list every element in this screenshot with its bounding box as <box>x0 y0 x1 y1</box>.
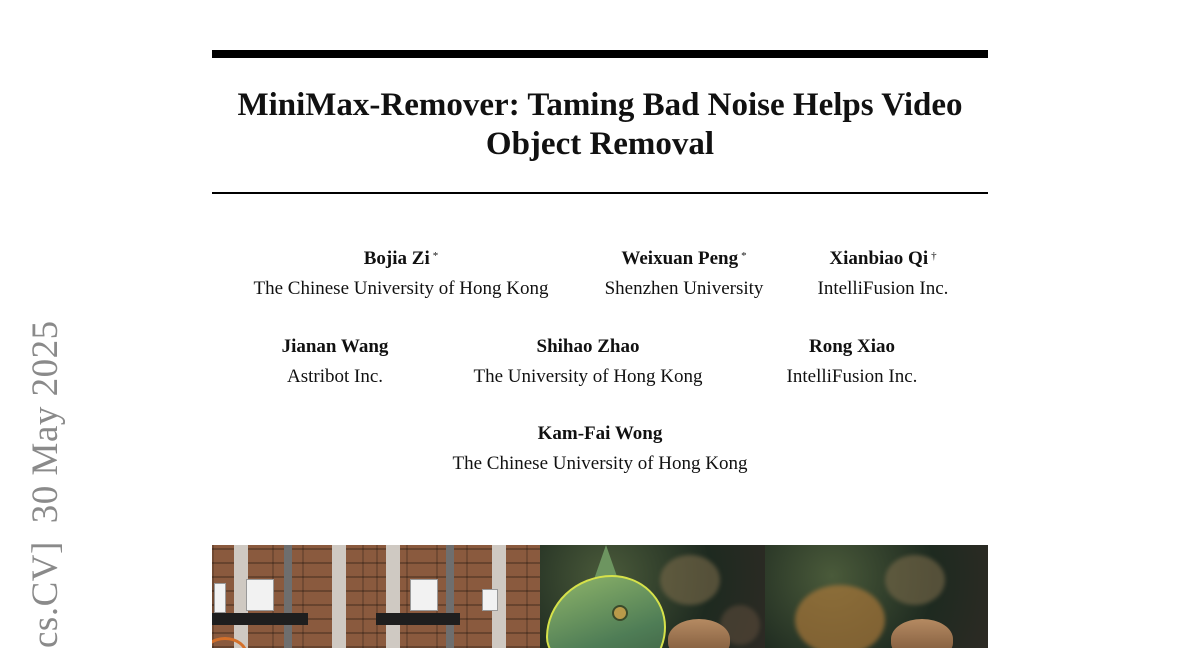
title-line-1: MiniMax-Remover: Taming Bad Noise Helps Video <box>237 87 963 123</box>
author-affiliation: IntelliFusion Inc. <box>817 278 949 299</box>
author-mark: * <box>432 250 439 262</box>
author-affiliation: Astribot Inc. <box>286 366 384 387</box>
author-name: Kam-Fai Wong <box>537 423 663 444</box>
figure-panel-result <box>376 545 540 648</box>
author-block <box>282 336 389 388</box>
author-affiliation: The University of Hong Kong <box>473 366 703 387</box>
author-affiliation: The Chinese University of Hong Kong <box>452 453 748 474</box>
arxiv-category: cs.CV] <box>25 541 66 648</box>
figure-panel-input <box>212 545 376 648</box>
author-block <box>473 336 702 388</box>
author-affiliation: The Chinese University of Hong Kong <box>253 278 549 299</box>
author-mark: * <box>741 250 747 262</box>
author-name: Rong Xiao <box>808 336 896 357</box>
teaser-figure <box>212 545 988 648</box>
author-block <box>254 248 549 300</box>
author-name: Shihao Zhao <box>536 336 640 357</box>
author-block <box>453 423 748 475</box>
author-affiliation: IntelliFusion Inc. <box>786 366 918 387</box>
author-mark: † <box>931 250 937 262</box>
author-block <box>605 248 764 300</box>
paper-title <box>212 86 988 164</box>
title-bottom-rule <box>212 192 988 194</box>
title-top-rule <box>212 50 988 58</box>
author-name: Weixuan Peng <box>621 248 739 269</box>
author-name: Jianan Wang <box>281 336 389 357</box>
author-block <box>787 336 918 388</box>
arxiv-date: 30 May 2025 <box>25 320 66 524</box>
author-block <box>818 248 949 300</box>
author-affiliation: Shenzhen University <box>604 278 764 299</box>
author-name: Bojia Zi <box>363 248 430 269</box>
arxiv-sidebar-stamp <box>24 320 68 648</box>
figure-panel-result <box>765 545 988 648</box>
author-name: Xianbiao Qi <box>829 248 929 269</box>
figure-panel-input <box>540 545 765 648</box>
title-line-2: Object Removal <box>485 126 715 162</box>
